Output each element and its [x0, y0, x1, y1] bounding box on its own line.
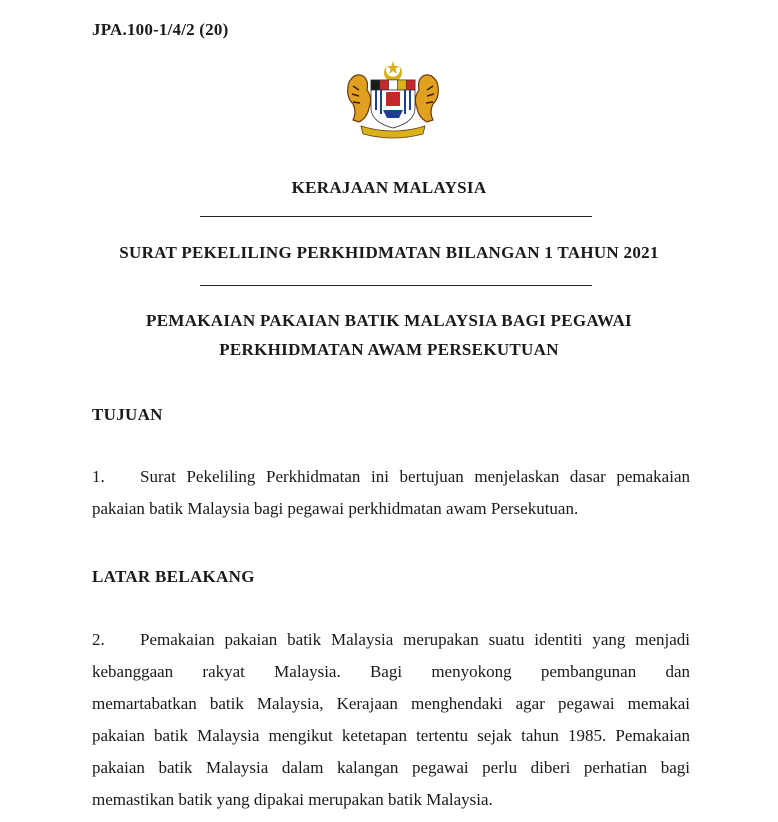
purpose-paragraph: [92, 461, 690, 525]
malaysia-coat-of-arms-icon: [343, 60, 443, 142]
paragraph-line: memartabatkan batik Malaysia, Kerajaan menghendaki agar pegawai memakai: [92, 694, 690, 713]
background-paragraph: [92, 624, 690, 816]
government-title: KERAJAAN MALAYSIA: [291, 178, 487, 197]
paragraph-line: pakaian batik Malaysia dalam kalangan pegawai perlu diberi perhatian bagi: [92, 758, 690, 777]
paragraph-line: memastikan batik yang dipakai merupakan batik Malaysia.: [92, 790, 493, 809]
divider-bottom: [200, 285, 592, 286]
paragraph-line: 1. Surat Pekeliling Perkhidmatan ini bertujuan menjelaskan dasar pemakaian: [92, 461, 690, 493]
purpose-heading: TUJUAN: [92, 405, 163, 424]
paragraph-line: pakaian batik Malaysia mengikut ketetapan tertentu sejak tahun 1985. Pemakaian: [92, 726, 690, 745]
divider-top: [200, 216, 592, 217]
paragraph-line: pakaian batik Malaysia bagi pegawai perkhidmatan awam Persekutuan.: [92, 499, 579, 518]
paragraph-number: 2.: [92, 630, 105, 649]
paragraph-line: 2. Pemakaian pakaian batik Malaysia merupakan suatu identiti yang menjadi: [92, 624, 690, 656]
paragraph-line: kebanggaan rakyat Malaysia. Bagi menyokong pembangunan dan: [92, 662, 690, 681]
background-heading: LATAR BELAKANG: [92, 567, 255, 586]
reference-number: JPA.100-1/4/2 (20): [92, 20, 229, 39]
paragraph-number: 1.: [92, 467, 105, 486]
circular-title: SURAT PEKELILING PERKHIDMATAN BILANGAN 1 TAHUN 2021: [119, 243, 659, 262]
subject-line-2: PERKHIDMATAN AWAM PERSEKUTUAN: [219, 340, 559, 359]
subject-line-1: PEMAKAIAN PAKAIAN BATIK MALAYSIA BAGI PEGAWAI: [146, 311, 632, 330]
